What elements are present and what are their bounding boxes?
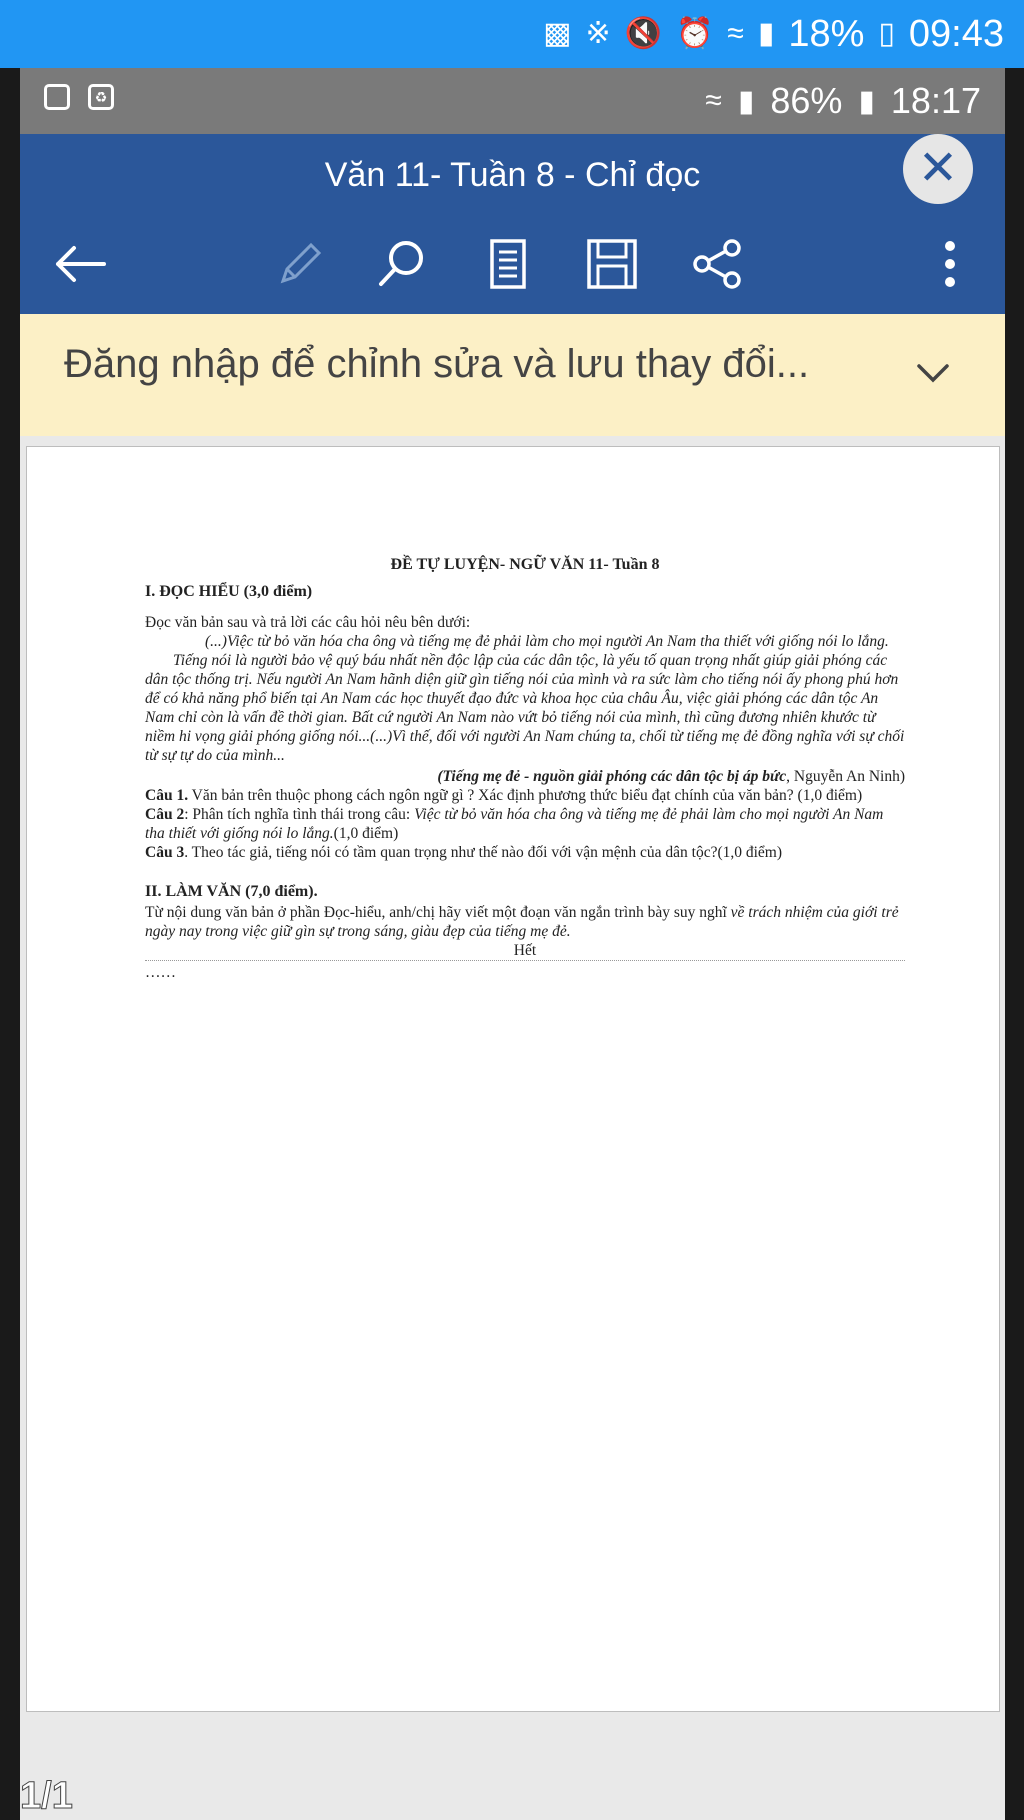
section-2-heading: II. LÀM VĂN (7,0 điểm). [145, 883, 318, 900]
document-canvas[interactable] [20, 436, 1005, 1820]
document-title: Văn 11- Tuần 8 - Chỉ đọc [324, 156, 701, 194]
question-1-label: Câu 1. [145, 787, 189, 804]
inner-screenshot [0, 68, 1024, 1820]
reading-view-icon [488, 238, 528, 290]
more-icon [940, 238, 960, 290]
chevron-down-icon[interactable] [911, 352, 955, 396]
document-page [26, 446, 1000, 1712]
instruction: Đọc văn bản sau và trả lời các câu hỏi nêu bên dưới: [145, 614, 471, 631]
question-1 [145, 786, 905, 805]
question-1-text: Văn bản trên thuộc phong cách ngôn ngữ gì ? Xác định phương thức biểu đạt chính của văn bản? (1,0 điểm) [188, 787, 863, 804]
question-2-points: (1,0 điểm) [333, 825, 399, 842]
mute-icon: 🔇 [624, 17, 662, 50]
inner-battery-level: 86% [770, 80, 843, 121]
battery-saver-icon: ▩ [543, 17, 572, 50]
back-button[interactable] [50, 234, 110, 294]
battery-icon: ▯ [878, 17, 895, 50]
question-3-text: . Theo tác giả, tiếng nói có tầm quan trọng như thế nào đối với vận mệnh của dân tộc?(1,0 điểm) [184, 844, 783, 861]
recycle-icon: ♻ [88, 84, 114, 110]
outer-clock: 09:43 [908, 12, 1004, 55]
outer-battery-level: 18% [788, 12, 865, 55]
wifi-icon: ≈ [727, 17, 744, 50]
search-icon [376, 238, 428, 290]
inner-signal-icon: ▮ [737, 84, 755, 118]
gallery-icon [44, 84, 70, 110]
inner-status-bar [20, 68, 1005, 134]
source-author: , Nguyễn An Ninh) [786, 768, 905, 785]
essay-prompt [145, 903, 905, 941]
alarm-icon: ⏰ [675, 17, 714, 50]
essay-prompt-end: về trách nhiệm của giới trẻ ngày nay trong việc giữ gìn sự trong sáng, giàu đẹp của tiếng mẹ đẻ. [145, 904, 899, 940]
sign-in-banner[interactable] [20, 314, 1005, 438]
search-button[interactable] [372, 234, 432, 294]
question-3-label: Câu 3 [145, 844, 185, 861]
trailing-dots: …… [145, 964, 176, 981]
save-icon [586, 238, 638, 290]
reading-view-button[interactable] [478, 234, 538, 294]
toolbar [20, 234, 1005, 304]
document-content [145, 555, 905, 982]
close-button[interactable] [903, 134, 973, 204]
share-icon [692, 238, 744, 290]
inner-wifi-icon: ≈ [705, 84, 722, 117]
question-2-text: : Phân tích nghĩa tình thái trong câu: [184, 806, 415, 823]
edit-button[interactable] [270, 234, 330, 294]
share-button[interactable] [688, 234, 748, 294]
inner-clock: 18:17 [890, 80, 981, 121]
quote-source [145, 767, 905, 786]
pencil-icon [275, 239, 325, 289]
page-indicator: 1/1 [20, 1775, 73, 1817]
spacer [145, 862, 905, 882]
essay-prompt-start: Từ nội dung văn bản ở phần Đọc-hiểu, anh/chị hãy viết một đoạn văn ngắn trình bày suy nghĩ [145, 904, 731, 921]
signal-icon: ▮ [757, 17, 775, 50]
save-button[interactable] [582, 234, 642, 294]
close-icon: ✕ [917, 142, 959, 195]
question-2-quote: Việc từ bỏ văn hóa cha ông và tiếng mẹ đẻ phải làm cho mọi người An Nam tha thiết với giống nói lo lắng. [145, 806, 884, 842]
inner-battery-icon: ▮ [858, 84, 875, 118]
word-app-bar [20, 134, 1005, 314]
outer-status-bar [0, 0, 1024, 68]
question-3 [145, 843, 905, 862]
question-2-label: Câu 2 [145, 806, 185, 823]
question-2 [145, 805, 905, 843]
section-1-heading: I. ĐỌC HIỂU (3,0 điểm) [145, 583, 313, 600]
bluetooth-icon: ※ [585, 17, 611, 50]
sign-in-banner-text: Đăng nhập để chỉnh sửa và lưu thay đổi... [64, 342, 810, 386]
more-options-button[interactable] [920, 234, 980, 294]
end-mark: Hết [145, 941, 905, 961]
source-title: (Tiếng mẹ đẻ - nguồn giải phóng các dân tộc bị áp bức [437, 768, 787, 785]
quote-paragraph-2: Tiếng nói là người bảo vệ quý báu nhất nền độc lập của các dân tộc, là yếu tố quan trọng nhất giúp giải phóng các dân tộc thống trị. Nếu người An Nam hãnh diện giữ gìn tiếng nói của mình và ra sức làm cho tiếng nói ấy phong phú hơn để có khả năng phổ biến tại An Nam các học thuyết đạo đức và khoa học của châu Âu, việc giải phóng các dân tộc An Nam chỉ còn là vấn đề thời gian. Bất cứ người An Nam nào vứt bỏ tiếng nói của mình, thì cũng đương nhiên khước từ niềm hi vọng giải phóng giống nói...(...)Vì thế, đối với người An Nam chúng ta, chối từ tiếng mẹ đẻ đồng nghĩa với sự chối từ sự tự do của mình... [145, 652, 905, 764]
exam-title: ĐỀ TỰ LUYỆN- NGỮ VĂN 11- Tuần 8 [390, 556, 660, 573]
quote-paragraph-1: (...)Việc từ bỏ văn hóa cha ông và tiếng mẹ đẻ phải làm cho mọi người An Nam tha thiết với giống nói lo lắng. [205, 633, 889, 650]
back-arrow-icon [54, 244, 106, 284]
